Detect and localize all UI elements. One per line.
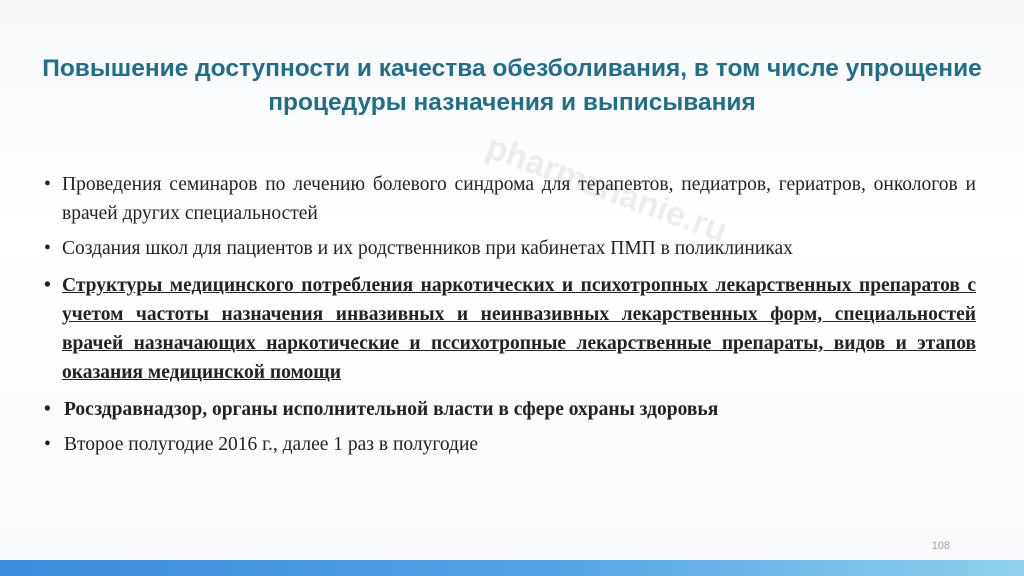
footer-bar [0,560,1024,576]
list-item-text: Создания школ для пациентов и их родственников при кабинетах ПМП в поликлиниках [62,238,793,259]
bullet-list [44,170,976,459]
list-item [44,234,976,263]
bullet-marker: • [44,399,51,420]
bullet-marker: • [44,238,51,259]
list-item [44,271,976,387]
bullet-marker: • [44,275,51,296]
list-item [44,430,976,459]
page-number: 108 [931,540,950,552]
bullet-marker: • [44,434,51,455]
list-item-text: Структуры медицинского потребления наркотических и психотропных лекарственных препаратов с учетом частоты назначения инвазивных и неинвазивных лекарственных форм, специальностей врачей назначающих наркотические и пссихотропные лекарственные препараты, видов и этапов оказания медицинской помощи [62,275,976,383]
list-item-text: Второе полугодие 2016 г., далее 1 раз в полугодие [64,434,479,455]
bullet-marker: • [44,174,51,195]
list-item [44,395,976,424]
list-item-text: Проведения семинаров по лечению болевого синдрома для терапевтов, педиатров, гериатров, онкологов и врачей других специальностей [62,174,976,224]
list-item-text: Росздравнадзор, органы исполнительной власти в сфере охраны здоровья [64,399,719,420]
slide-title: Повышение доступности и качества обезболивания, в том числе упрощение процедуры назначения и выписывания [42,55,982,116]
watermark: pharmznanie.ru [481,127,733,251]
list-item [44,170,976,228]
